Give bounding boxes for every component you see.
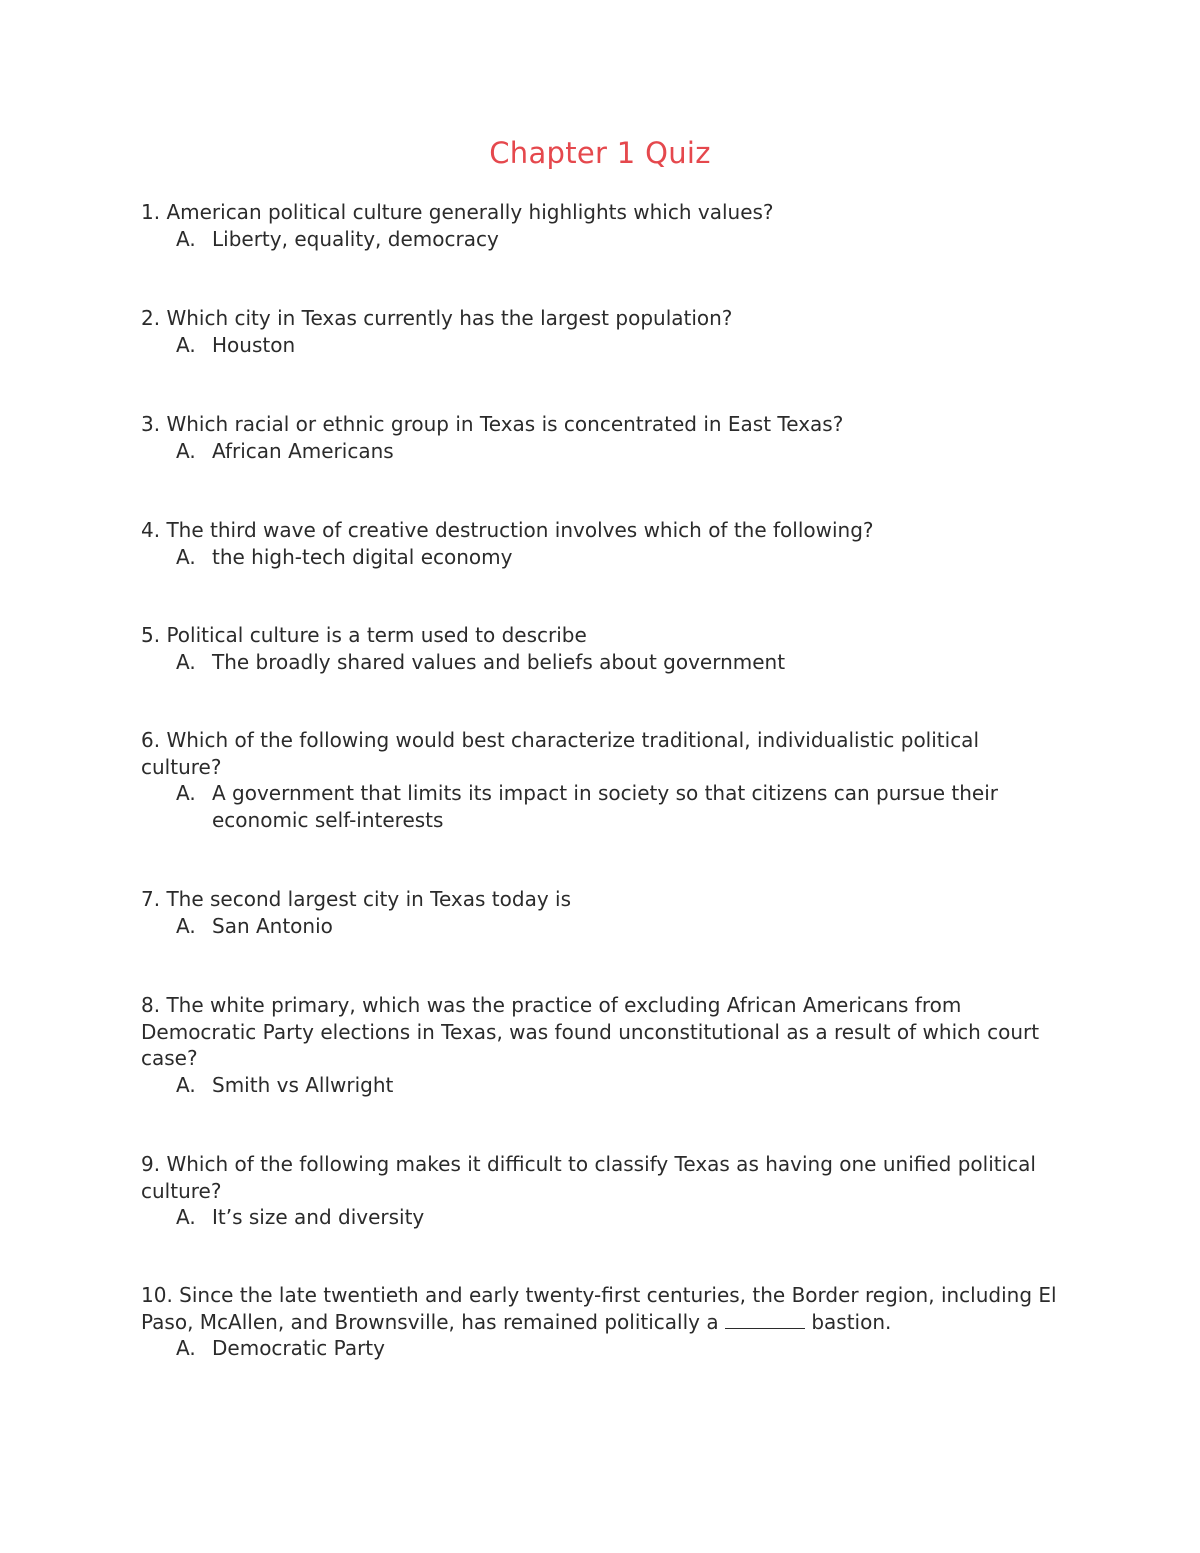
answer-letter: A. xyxy=(176,649,196,674)
answer-letter: A. xyxy=(176,332,196,357)
quiz-item-8 xyxy=(141,992,1061,1098)
answer-text: Democratic Party xyxy=(212,1336,385,1361)
question-6: 6. Which of the following would best characterize traditional, individualistic political culture? xyxy=(141,728,979,779)
answer-6 xyxy=(141,780,1061,833)
answer-4 xyxy=(141,544,1061,571)
answer-letter: A. xyxy=(176,913,196,938)
answer-text: African Americans xyxy=(212,438,394,463)
quiz-item-7 xyxy=(141,886,1061,939)
question-10-text: 10. Since the late twentieth and early twenty-first centuries, the Border region, including El Paso, McAllen, and Brownsville, has remained politically a xyxy=(141,1283,1057,1334)
question-4: 4. The third wave of creative destruction involves which of the following? xyxy=(141,518,874,542)
fill-in-blank xyxy=(725,1310,805,1329)
answer-text: It’s size and diversity xyxy=(212,1205,425,1230)
answer-text: Liberty, equality, democracy xyxy=(212,226,499,251)
answer-10 xyxy=(141,1335,1061,1362)
answer-1 xyxy=(141,226,1061,253)
answer-letter: A. xyxy=(176,438,196,463)
answer-5 xyxy=(141,649,1061,676)
quiz-item-10 xyxy=(141,1282,1061,1362)
question-7: 7. The second largest city in Texas today is xyxy=(141,887,571,911)
question-9: 9. Which of the following makes it difficult to classify Texas as having one unified political culture? xyxy=(141,1152,1036,1203)
question-8: 8. The white primary, which was the practice of excluding African Americans from Democratic Party elections in Texas, was found unconstitutional as a result of which court case? xyxy=(141,993,1040,1071)
question-10-text-end: bastion. xyxy=(811,1309,892,1334)
answer-text: Smith vs Allwright xyxy=(212,1072,394,1097)
quiz-item-6 xyxy=(141,727,1061,833)
answer-text: Houston xyxy=(212,332,296,357)
answer-7 xyxy=(141,913,1061,940)
answer-text: the high-tech digital economy xyxy=(212,544,513,569)
question-3: 3. Which racial or ethnic group in Texas is concentrated in East Texas? xyxy=(141,412,844,436)
answer-letter: A. xyxy=(176,1072,196,1097)
answer-letter: A. xyxy=(176,544,196,569)
quiz-item-3 xyxy=(141,411,1061,464)
answer-3 xyxy=(141,438,1061,465)
quiz-item-9 xyxy=(141,1151,1061,1231)
answer-9 xyxy=(141,1204,1061,1231)
answer-letter: A. xyxy=(176,781,196,806)
answer-letter: A. xyxy=(176,226,196,251)
quiz-item-5 xyxy=(141,622,1061,675)
answer-8 xyxy=(141,1072,1061,1099)
question-1: 1. American political culture generally highlights which values? xyxy=(141,200,774,224)
answer-2 xyxy=(141,332,1061,359)
quiz-item-1 xyxy=(141,199,1061,252)
page-title: Chapter 1 Quiz xyxy=(489,136,711,170)
answer-text: San Antonio xyxy=(212,913,333,938)
answer-letter: A. xyxy=(176,1205,196,1230)
quiz-item-2 xyxy=(141,305,1061,358)
question-5: 5. Political culture is a term used to describe xyxy=(141,623,587,647)
answer-text: A government that limits its impact in society so that citizens can pursue their economic self-interests xyxy=(212,781,998,832)
question-10 xyxy=(141,1282,1061,1335)
question-2: 2. Which city in Texas currently has the largest population? xyxy=(141,306,733,330)
quiz-item-4 xyxy=(141,517,1061,570)
answer-letter: A. xyxy=(176,1336,196,1361)
answer-text: The broadly shared values and beliefs about government xyxy=(212,649,786,674)
